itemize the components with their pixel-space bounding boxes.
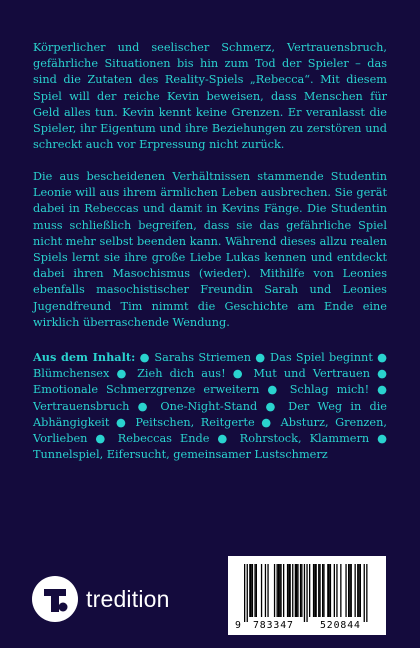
barcode-bar [283, 564, 284, 617]
barcode-bar [304, 564, 305, 622]
barcode-bar [349, 564, 350, 617]
barcode-bar [357, 564, 358, 617]
barcode-bar [295, 564, 296, 617]
barcode-bar [256, 564, 257, 617]
barcode-bars [228, 556, 386, 635]
barcode-bar [279, 564, 280, 617]
barcode-bar [247, 564, 248, 622]
barcode-bar [290, 564, 291, 617]
barcode-bar [300, 564, 301, 617]
barcode-bar [261, 564, 262, 617]
barcode-bar [254, 564, 255, 617]
blurb-paragraph-1: Körperlicher und seelischer Schmerz, Vertrauensbruch, gefährliche Situationen bis hin zum Tod der Spieler – das sind die Zutaten des Reality-Spiels „Rebecca“. Mit diesem Spiel will der reiche Kevin beweisen, dass Menschen für Geld alles tun. Kevin kennt keine Grenzen. Er veranlasst die Spieler, ihr Eigentum und ihre Beziehungen zu zerstören und schreckt auch vor Erpressung nicht zurück. [33, 41, 387, 152]
contents-heading: Aus dem Inhalt: [33, 350, 136, 364]
barcode-bar [297, 564, 298, 617]
barcode-left-digits: 783347 [253, 620, 294, 631]
barcode-bar [265, 564, 266, 617]
barcode-bar [251, 564, 252, 617]
barcode-bar [348, 564, 349, 617]
barcode-bar [278, 564, 279, 617]
barcode-bar [318, 564, 319, 617]
blurb-paragraph-2: Die aus bescheidenen Verhältnissen stammende Studentin Leonie will aus ihrem ärmlichen Leben ausbrechen. Sie gerät dabei in Rebeccas und damit in Kevins Fänge. Die Studentin muss schließlich begreifen, dass sie das gefährliche Spiel nicht mehr selbst beenden kann. Während dieses allzu realen Spiels lernt sie ihre große Liebe Lukas kennen und entdeckt dabei ihren Masochismus (wieder). Mithilfe von Leonies ebenfalls masochistischer Freundin Sarah und Leonies Jugendfreund Tim nimmt die Geschichte am Ende eine wirklich überraschende Wendung. [33, 170, 387, 329]
barcode-bar [366, 564, 367, 622]
barcode-bar [351, 564, 352, 617]
barcode-bar [288, 564, 289, 617]
barcode-bar [274, 564, 275, 617]
barcode-bar [323, 564, 324, 617]
barcode-bar [327, 564, 328, 617]
barcode-bar [316, 564, 317, 617]
barcode-bar [336, 564, 337, 617]
barcode-bar [287, 564, 288, 617]
publisher-name: tredition [86, 585, 170, 612]
barcode-right-digits: 520844 [320, 620, 361, 631]
barcode-bar [296, 564, 297, 617]
barcode-bar [267, 564, 268, 617]
barcode-bar [280, 564, 281, 617]
barcode-bar [330, 564, 331, 617]
barcode-bar [364, 564, 365, 622]
barcode-bar [355, 564, 356, 617]
contents-list [33, 349, 387, 463]
barcode-bar [314, 564, 315, 617]
barcode-bar [345, 564, 346, 617]
barcode-bar [301, 564, 302, 617]
barcode-bar [340, 564, 341, 617]
barcode-bar [313, 564, 314, 617]
barcode-bar [334, 564, 335, 617]
barcode-bar [306, 564, 307, 622]
barcode-first-digit: 9 [235, 620, 241, 631]
publisher-logo [32, 575, 192, 623]
barcode-bar [319, 564, 320, 617]
barcode-bar [358, 564, 359, 617]
barcode-bar [322, 564, 323, 617]
contents-items: ● Sarahs Striemen ● Das Spiel beginnt ● Blümchensex ● Zieh dich aus! ● Mut und Vertrauen ● Emotionale Schmerzgrenze erweitern ● Schlag mich! ● Vertrauensbruch ● One-Night-Stand ● Der Weg in die Abhängigkeit ● Peitschen, Reitgerte ● Absturz, Grenzen, Vorlieben ● Rebeccas Ende ● Rohrstock, Klammern ● Tunnelspiel, Eifersucht, gemeinsamer Lustschmerz [33, 351, 387, 462]
barcode-bar [277, 564, 278, 617]
barcode-bar [249, 564, 250, 617]
barcode-bar [292, 564, 293, 617]
barcode-bar [252, 564, 253, 617]
barcode-bar [360, 564, 361, 617]
barcode-bar [244, 564, 245, 622]
isbn-barcode [228, 556, 386, 635]
barcode-bar [309, 564, 310, 617]
barcode-bar [329, 564, 330, 617]
tredition-mark-icon [32, 576, 78, 622]
